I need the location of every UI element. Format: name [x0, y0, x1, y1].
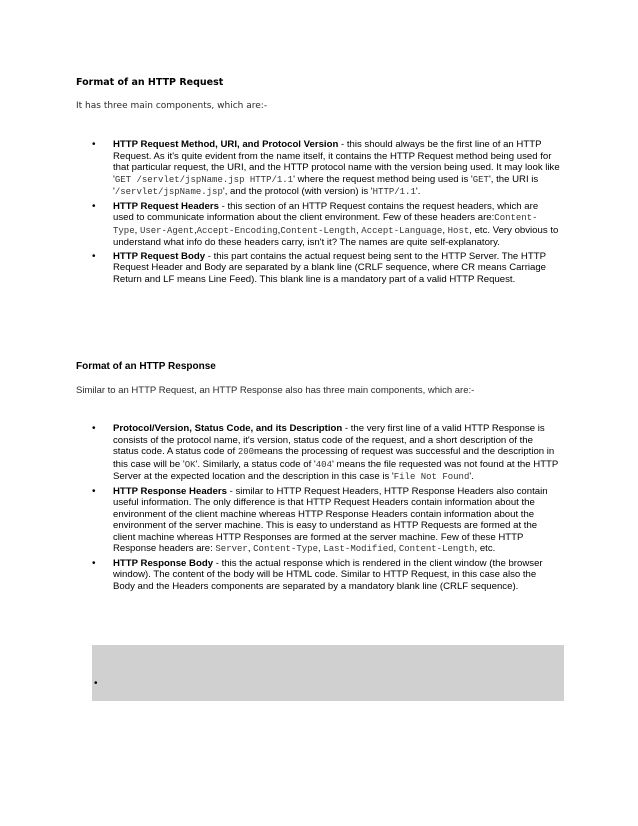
- bullet-icon: •: [94, 678, 98, 689]
- list-item: • HTTP Request Method, URI, and Protocol Version - this should always be the first line of an HTTP Request. As it's quite evident from the name itself, it contains the HTTP Request method being used for that particular request, the URI, and the HTTP protocol name with the version being used. It may look like 'GET /servlet/jspName.jsp HTTP/1.1' where the request method being used is 'GET', the URI is '/servlet/jspName.jsp', and the protocol (with version) is 'HTTP/1.1'.: [92, 139, 560, 197]
- response-components-list: [90, 423, 560, 594]
- list-item: • Protocol/Version, Status Code, and its Description - the very first line of a valid HTTP Response is consists of the protocol name, it's version, status code of the request, and a short description of the status code. A status code of 200means the processing of request was successful and the description in this case will be 'OK'. Similarly, a status code of '404' means the file requested was not found at the HTTP Server at the expected location and the description in this case is 'File Not Found'.: [92, 423, 559, 482]
- bullet-icon: •: [92, 139, 96, 150]
- list-item: • HTTP Response Headers - similar to HTTP Request Headers, HTTP Response Headers also contain useful information. The only difference is that HTTP Request Headers contain information about the environment of the client machine whereas HTTP Response Headers contain information about the environment of the server machine. This is easy to understand as HTTP Requests are formed at the client machine whereas HTTP Responses are formed at the server machine. Few of these HTTP Response headers are: Server, Content-Type, Last-Modified, Content-Length, etc.: [92, 485, 548, 554]
- empty-highlighted-block: [92, 645, 564, 701]
- request-components-list: [90, 139, 560, 287]
- response-intro: Similar to an HTTP Request, an HTTP Response also has three main components, which are:-: [76, 385, 475, 396]
- bullet-icon: •: [92, 557, 96, 569]
- list-item: • HTTP Request Body - this part contains the actual request being sent to the HTTP Server. The HTTP Request Header and Body are separated by a blank line (CRLF sequence, where CR means Carriage Return and LF means Line Feed). This blank line is a mandatory part of a valid HTTP Request.: [92, 250, 547, 285]
- list-item: • HTTP Request Headers - this section of an HTTP Request contains the request headers, which are used to communicate information about the client environment. Few of these headers are:Content-Type, User-Agent,Accept-Encoding,Content-Length, Accept-Language, Host, etc. Very obvious to understand what info do these headers carry, isn't it? The names are quite self-explanatory.: [92, 200, 559, 248]
- list-item: • HTTP Response Body - this the actual response which is rendered in the client window (the browser window). The content of the body will be HTML code. Similar to HTTP Request, in this case also the Body and the Headers components are separated by a mandatory blank line (CRLF sequence).: [92, 557, 543, 592]
- bullet-icon: •: [92, 250, 96, 262]
- bullet-icon: •: [92, 200, 96, 212]
- bullet-icon: •: [92, 485, 96, 497]
- request-heading: Format of an HTTP Request: [76, 77, 224, 88]
- bullet-icon: •: [92, 423, 96, 434]
- response-heading: Format of an HTTP Response: [76, 361, 216, 372]
- request-intro: It has three main components, which are:-: [76, 101, 268, 111]
